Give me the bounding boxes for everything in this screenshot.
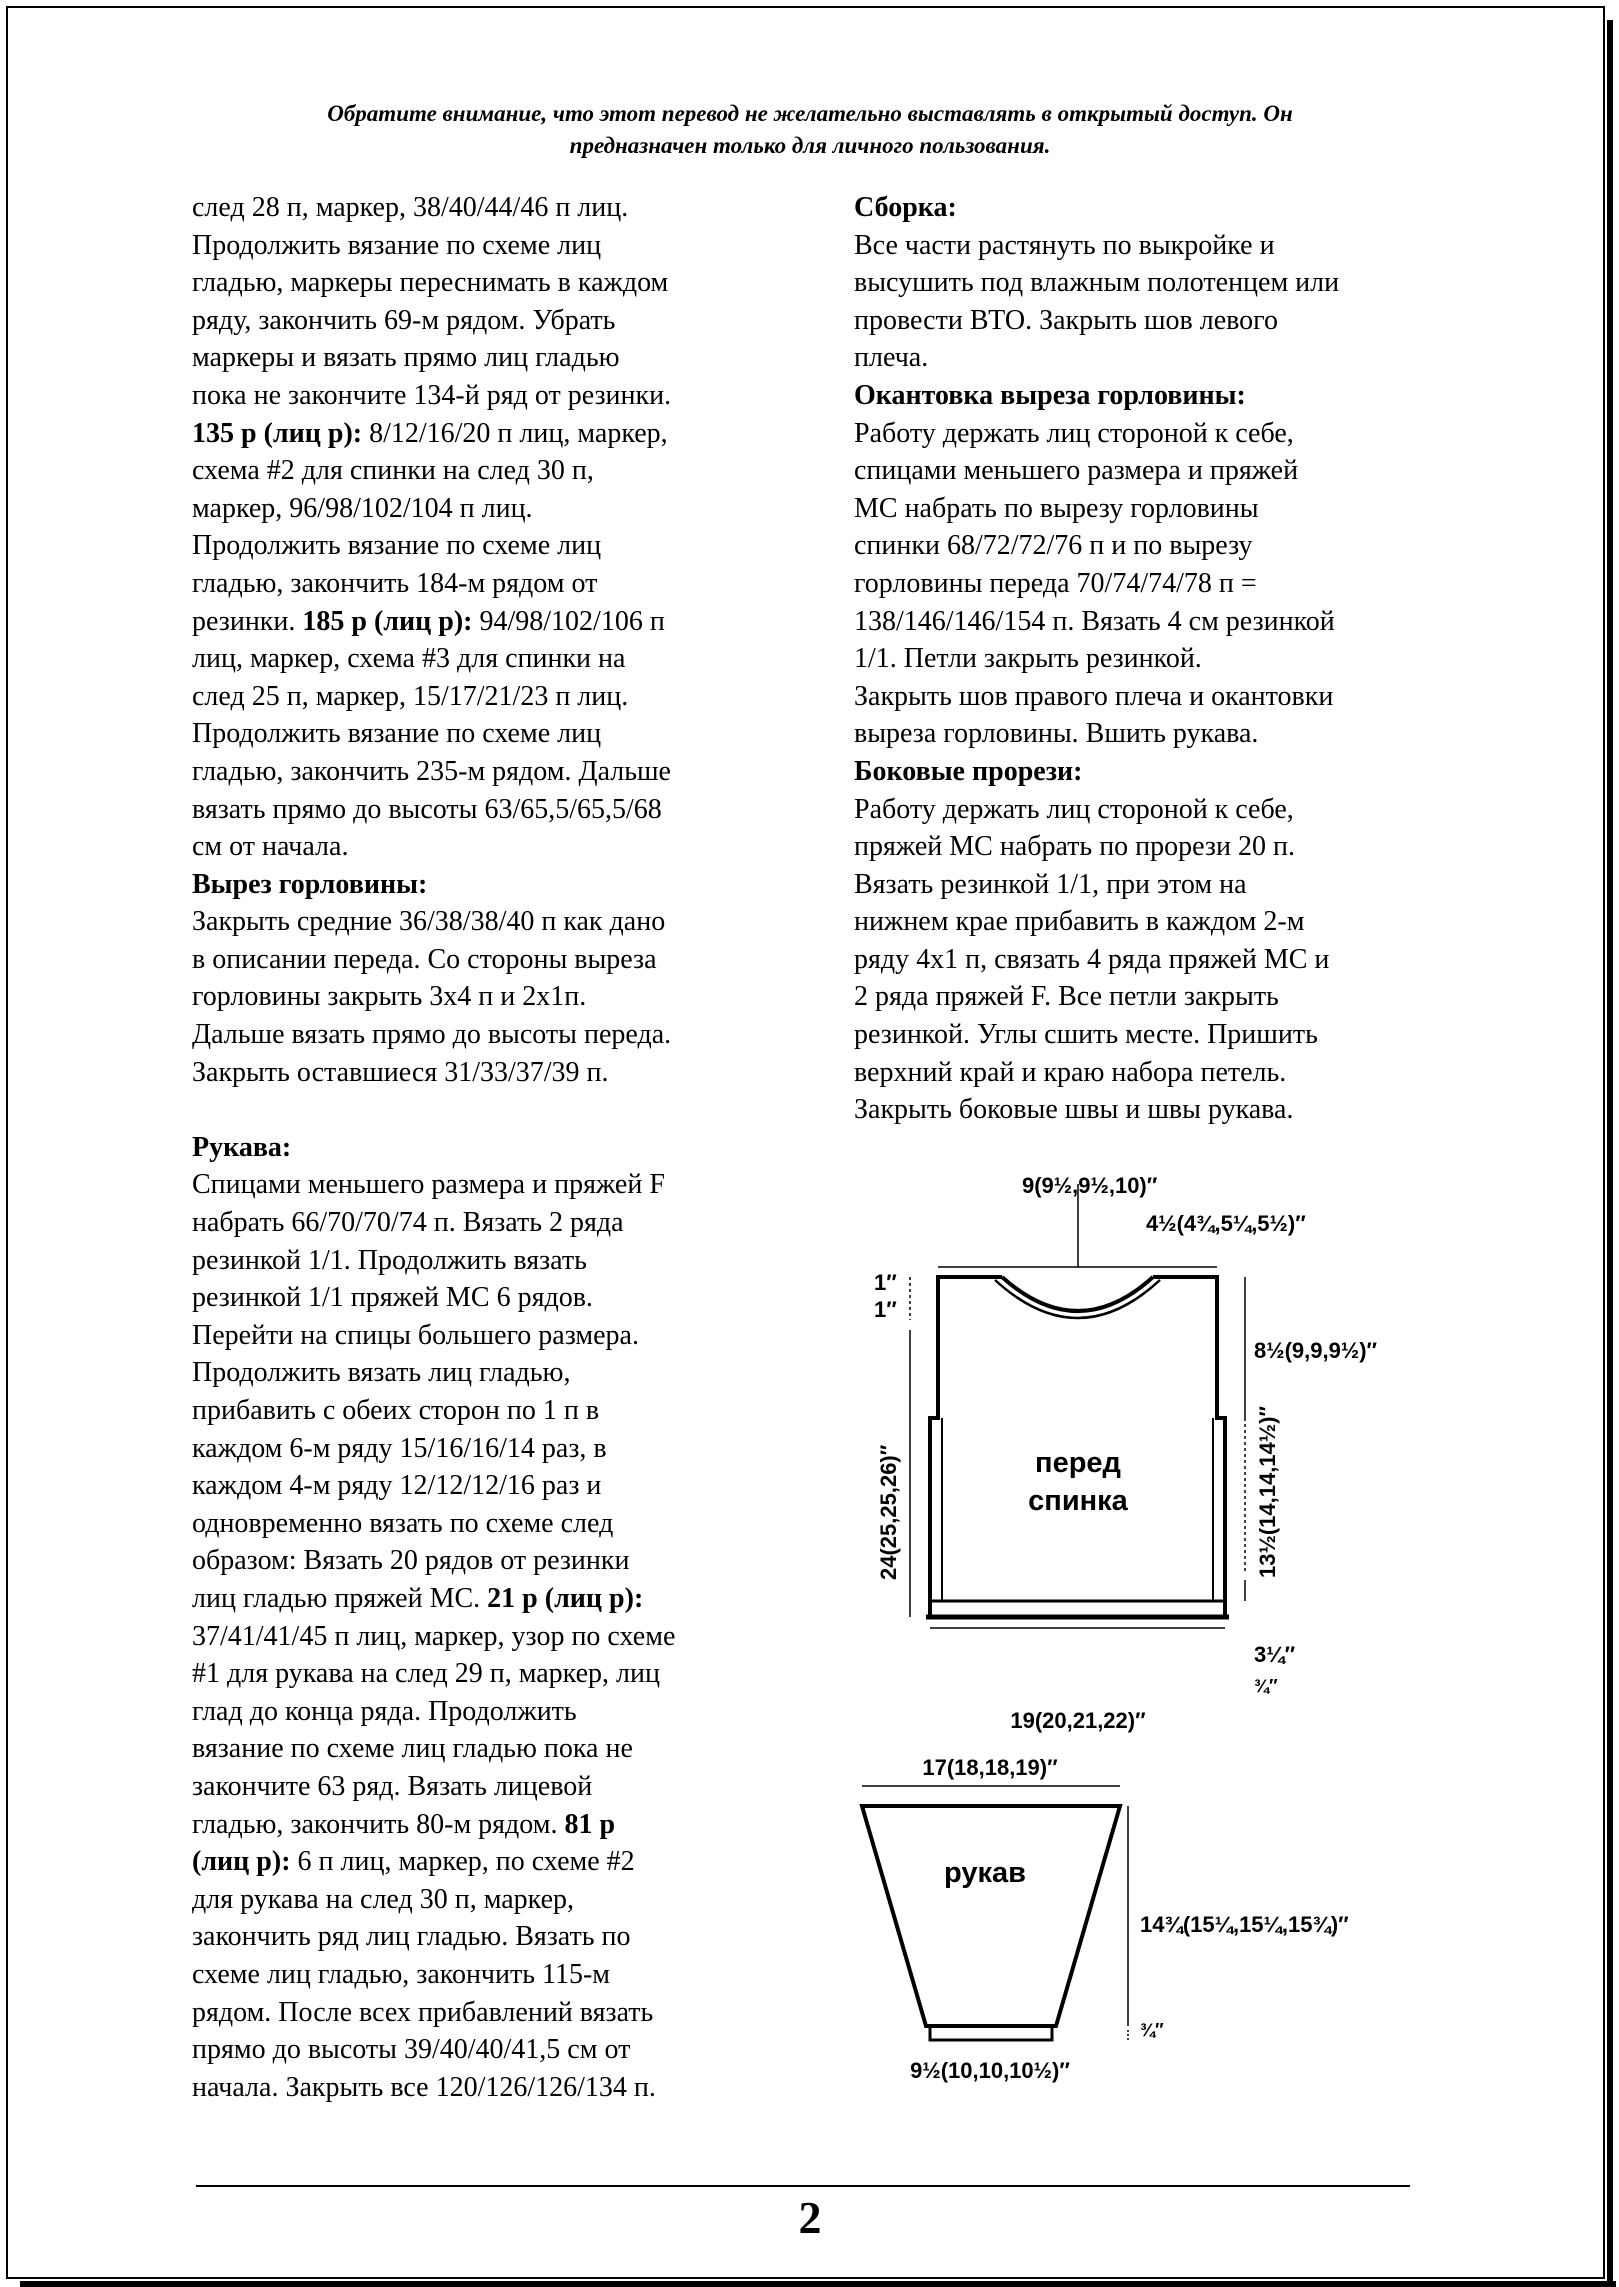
text-fragment: лиц гладью пряжей МС. xyxy=(192,1582,488,1614)
text-line xyxy=(854,452,1434,490)
text-line xyxy=(854,866,1434,904)
text-line xyxy=(192,1392,782,1430)
text-line xyxy=(192,1542,782,1580)
text-fragment: гладью, маркеры переснимать в каждом xyxy=(192,267,669,299)
text-fragment: высушить под влажным полотенцем или xyxy=(854,267,1340,299)
text-line xyxy=(192,1806,782,1844)
text-line xyxy=(854,603,1434,641)
sleeve-length-label: 14¾(15¼,15¼,15¾)″ xyxy=(1140,1912,1349,1937)
text-fragment: Работу держать лиц стороной к себе, xyxy=(854,793,1294,825)
text-fragment: маркер, 96/98/102/104 п лиц. xyxy=(192,492,533,524)
text-fragment: верхний край и краю набора петель. xyxy=(854,1056,1287,1088)
footer-rule xyxy=(196,2185,1410,2187)
text-fragment: начала. Закрыть все 120/126/126/134 п. xyxy=(192,2071,656,2103)
text-fragment: 94/98/102/106 п xyxy=(472,605,665,637)
text-fragment: выреза горловины. Вшить рукава. xyxy=(854,718,1259,750)
blank-line xyxy=(192,1091,782,1129)
bold-row-ref: 21 р (лиц р): xyxy=(487,1582,644,1614)
cuff-width-label: 9½(10,10,10½)″ xyxy=(910,2058,1070,2083)
schematic-diagram xyxy=(850,1160,1450,2120)
text-fragment: след 25 п, маркер, 15/17/21/23 п лиц. xyxy=(192,680,629,712)
text-line xyxy=(192,1693,782,1731)
text-fragment: пряжей МС набрать по прорези 20 п. xyxy=(854,831,1295,863)
text-line xyxy=(192,1279,782,1317)
text-fragment: Продолжить вязать лиц гладью, xyxy=(192,1357,571,1389)
text-fragment: 6 п лиц, маркер, по схеме #2 xyxy=(290,1846,635,1878)
text-fragment: резинкой. Углы сшить месте. Пришить xyxy=(854,1019,1318,1051)
bold-row-ref: (лиц р): xyxy=(192,1846,291,1878)
text-fragment: закончить ряд лиц гладью. Вязать по xyxy=(192,1921,631,1953)
text-fragment: вязать прямо до высоты 63/65,5/65,5/68 xyxy=(192,793,662,825)
notice-line-1: Обратите внимание, что этот перевод не желательно выставлять в открытый доступ. Он xyxy=(327,101,1293,126)
section-heading: Вырез горловины: xyxy=(192,868,428,900)
total-length-label: 24(25,25,26)″ xyxy=(876,1444,901,1580)
text-line xyxy=(192,452,782,490)
text-line xyxy=(192,1166,782,1204)
shoulder-width-label: 4½(4¾,5¼,5½)″ xyxy=(1146,1211,1306,1236)
text-line xyxy=(192,2031,782,2069)
text-fragment: Вязать резинкой 1/1, при этом на xyxy=(854,868,1247,900)
text-line xyxy=(192,1505,782,1543)
text-line xyxy=(854,828,1434,866)
section-heading: Боковые прорези: xyxy=(854,755,1083,787)
text-fragment: Закрыть оставшиеся 31/33/37/39 п. xyxy=(192,1056,609,1088)
text-fragment: см от начала. xyxy=(192,831,349,863)
cuff-depth-label: ¾″ xyxy=(1140,2020,1164,2040)
text-line xyxy=(192,903,782,941)
text-fragment: гладью, закончить 80-м рядом. xyxy=(192,1808,565,1840)
text-fragment: 37/41/41/45 п лиц, маркер, узор по схеме xyxy=(192,1620,676,1652)
section-heading: Сборка: xyxy=(854,192,957,223)
text-fragment: горловины закрыть 3х4 п и 2х1п. xyxy=(192,981,587,1013)
text-fragment: Продолжить вязание по схеме лиц xyxy=(192,530,602,562)
text-line xyxy=(854,978,1434,1016)
hem-depth-label: ¾″ xyxy=(1254,1676,1278,1696)
text-line xyxy=(192,1354,782,1392)
text-line xyxy=(192,753,782,791)
text-line xyxy=(854,339,1434,377)
neck-width-label: 9(9½,9½,10)″ xyxy=(1022,1173,1158,1198)
slit-length-label: 3¼″ xyxy=(1254,1642,1296,1667)
text-line xyxy=(192,1843,782,1881)
text-fragment: каждом 6-м ряду 15/16/16/14 раз, в xyxy=(192,1432,607,1464)
text-fragment: гладью, закончить 235-м рядом. Дальше xyxy=(192,755,671,787)
section-heading: Окантовка выреза горловины: xyxy=(854,379,1246,411)
text-fragment: горловины переда 70/74/74/78 п = xyxy=(854,567,1257,599)
text-fragment: набрать 66/70/70/74 п. Вязать 2 ряда xyxy=(192,1207,624,1239)
text-fragment: для рукава на след 30 п, маркер, xyxy=(192,1883,575,1915)
text-fragment: резинкой 1/1 пряжей МС 6 рядов. xyxy=(192,1282,593,1314)
text-fragment: Закрыть шов правого плеча и окантовки xyxy=(854,680,1334,712)
text-line xyxy=(854,640,1434,678)
text-line xyxy=(192,678,782,716)
text-line xyxy=(192,264,782,302)
text-line xyxy=(192,1768,782,1806)
text-line xyxy=(854,1054,1434,1092)
text-fragment: нижнем крае прибавить в каждом 2-м xyxy=(854,906,1305,938)
text-fragment: спицами меньшего размера и пряжей xyxy=(854,455,1299,487)
text-line xyxy=(192,565,782,603)
body-title-2: спинка xyxy=(1028,1485,1128,1517)
text-line xyxy=(192,1918,782,1956)
body-schematic xyxy=(910,1184,1245,1628)
body-title-1: перед xyxy=(1035,1447,1121,1479)
text-line xyxy=(854,1016,1434,1054)
sleeve-title: рукав xyxy=(944,1857,1026,1889)
text-line xyxy=(192,1730,782,1768)
text-fragment: ряду, закончить 69-м рядом. Убрать xyxy=(192,304,616,336)
text-fragment: маркеры и вязать прямо лиц гладью xyxy=(192,342,620,374)
text-line xyxy=(192,1016,782,1054)
side-length-label: 13½(14,14,14½)″ xyxy=(1255,1406,1280,1578)
text-line xyxy=(192,640,782,678)
text-line xyxy=(192,1054,782,1092)
text-line xyxy=(192,1881,782,1919)
text-fragment: схема #2 для спинки на след 30 п, xyxy=(192,455,594,487)
text-line xyxy=(192,339,782,377)
left-text-column xyxy=(192,189,782,2106)
text-fragment: Все части растянуть по выкройке и xyxy=(854,229,1275,261)
neck-depth-label-2: 1″ xyxy=(874,1297,897,1322)
text-fragment: прямо до высоты 39/40/40/41,5 см от xyxy=(192,2034,631,2066)
text-line xyxy=(192,791,782,829)
text-line xyxy=(854,715,1434,753)
text-line xyxy=(854,527,1434,565)
neckline-curve xyxy=(1002,1277,1153,1311)
text-line xyxy=(192,415,782,453)
usage-notice xyxy=(190,98,1430,162)
text-fragment: каждом 4-м ряду 12/12/12/16 раз и xyxy=(192,1470,602,1502)
text-fragment: резинкой 1/1. Продолжить вязать xyxy=(192,1244,587,1276)
text-line xyxy=(192,1956,782,1994)
text-fragment: 8/12/16/20 п лиц, маркер, xyxy=(362,417,668,449)
text-line xyxy=(854,490,1434,528)
sleeve-schematic xyxy=(862,1786,1128,2040)
bold-row-ref: 81 р xyxy=(564,1808,616,1840)
neck-depth-label-1: 1″ xyxy=(874,1270,897,1295)
text-line xyxy=(192,189,782,227)
text-fragment: 1/1. Петли закрыть резинкой. xyxy=(854,643,1202,675)
text-line xyxy=(854,791,1434,829)
text-line xyxy=(854,565,1434,603)
bold-row-ref: 185 р (лиц р): xyxy=(302,605,473,637)
text-fragment: 138/146/146/154 п. Вязать 4 см резинкой xyxy=(854,605,1335,637)
text-fragment: Спицами меньшего размера и пряжей F xyxy=(192,1169,665,1201)
text-fragment: одновременно вязать по схеме след xyxy=(192,1507,614,1539)
text-line xyxy=(192,978,782,1016)
text-line xyxy=(192,227,782,265)
text-fragment: прибавить с обеих сторон по 1 п в xyxy=(192,1395,600,1426)
armhole-depth-label: 8½(9,9,9½)″ xyxy=(1254,1338,1378,1363)
text-line xyxy=(854,678,1434,716)
text-fragment: провести ВТО. Закрыть шов левого xyxy=(854,304,1278,336)
text-fragment: плеча. xyxy=(854,342,929,374)
text-fragment: образом: Вязать 20 рядов от резинки xyxy=(192,1545,630,1577)
text-line xyxy=(854,903,1434,941)
text-line xyxy=(192,1580,782,1618)
text-fragment: схеме лиц гладью, закончить 115-м xyxy=(192,1958,611,1990)
text-line xyxy=(192,527,782,565)
notice-line-2: предназначен только для личного пользования. xyxy=(569,133,1051,158)
text-fragment: закончите 63 ряд. Вязать лицевой xyxy=(192,1770,593,1802)
text-line xyxy=(192,377,782,415)
text-line xyxy=(854,941,1434,979)
text-line xyxy=(854,227,1434,265)
text-fragment: МС набрать по вырезу горловины xyxy=(854,492,1259,524)
text-line xyxy=(192,1655,782,1693)
body-width-label: 19(20,21,22)″ xyxy=(1010,1708,1146,1733)
text-line xyxy=(192,1430,782,1468)
cuff-band xyxy=(930,2026,1052,2040)
text-fragment: рядом. После всех прибавлений вязать xyxy=(192,1996,654,2028)
sleeve-outline xyxy=(862,1806,1120,2026)
text-fragment: резинки. xyxy=(192,605,303,637)
text-fragment: Продолжить вязание по схеме лиц xyxy=(192,718,602,750)
right-text-column xyxy=(854,189,1434,1129)
text-line xyxy=(854,1091,1434,1129)
text-fragment: спинки 68/72/72/76 п и по вырезу xyxy=(854,530,1253,562)
text-fragment: 2 ряда пряжей F. Все петли закрыть xyxy=(854,981,1279,1013)
text-line xyxy=(192,1618,782,1656)
text-line xyxy=(192,603,782,641)
text-fragment: пока не закончите 134-й ряд от резинки. xyxy=(192,379,672,411)
text-line xyxy=(192,941,782,979)
text-fragment: Перейти на спицы большего размера. xyxy=(192,1319,639,1351)
text-line xyxy=(192,715,782,753)
text-fragment: след 28 п, маркер, 38/40/44/46 п лиц. xyxy=(192,192,629,223)
text-fragment: глад до конца ряда. Продолжить xyxy=(192,1695,577,1727)
text-fragment: Работу держать лиц стороной к себе, xyxy=(854,417,1294,449)
text-fragment: Дальше вязать прямо до высоты переда. xyxy=(192,1019,672,1051)
text-line xyxy=(192,828,782,866)
text-line xyxy=(192,302,782,340)
bold-row-ref: 135 р (лиц р): xyxy=(192,417,363,449)
text-fragment: #1 для рукава на след 29 п, маркер, лиц xyxy=(192,1658,660,1690)
text-line xyxy=(192,1204,782,1242)
text-fragment: Продолжить вязание по схеме лиц xyxy=(192,229,602,261)
sleeve-top-width-label: 17(18,18,19)″ xyxy=(922,1755,1058,1780)
section-heading: Рукава: xyxy=(192,1131,292,1163)
text-line xyxy=(192,1467,782,1505)
text-fragment: Закрыть боковые швы и швы рукава. xyxy=(854,1094,1294,1126)
text-line xyxy=(854,415,1434,453)
text-fragment: вязание по схеме лиц гладью пока не xyxy=(192,1733,633,1765)
text-fragment: ряду 4х1 п, связать 4 ряда пряжей МС и xyxy=(854,943,1330,975)
page-number: 2 xyxy=(798,2192,822,2243)
text-fragment: в описании переда. Со стороны выреза xyxy=(192,943,657,975)
text-line xyxy=(192,1317,782,1355)
text-line xyxy=(192,1994,782,2032)
text-line xyxy=(192,1242,782,1280)
text-line xyxy=(854,302,1434,340)
text-fragment: Закрыть средние 36/38/38/40 п как дано xyxy=(192,906,666,938)
text-line xyxy=(192,490,782,528)
text-fragment: лиц, маркер, схема #3 для спинки на xyxy=(192,643,626,675)
text-line xyxy=(854,264,1434,302)
text-fragment: гладью, закончить 184-м рядом от xyxy=(192,567,598,599)
text-line xyxy=(192,2069,782,2107)
